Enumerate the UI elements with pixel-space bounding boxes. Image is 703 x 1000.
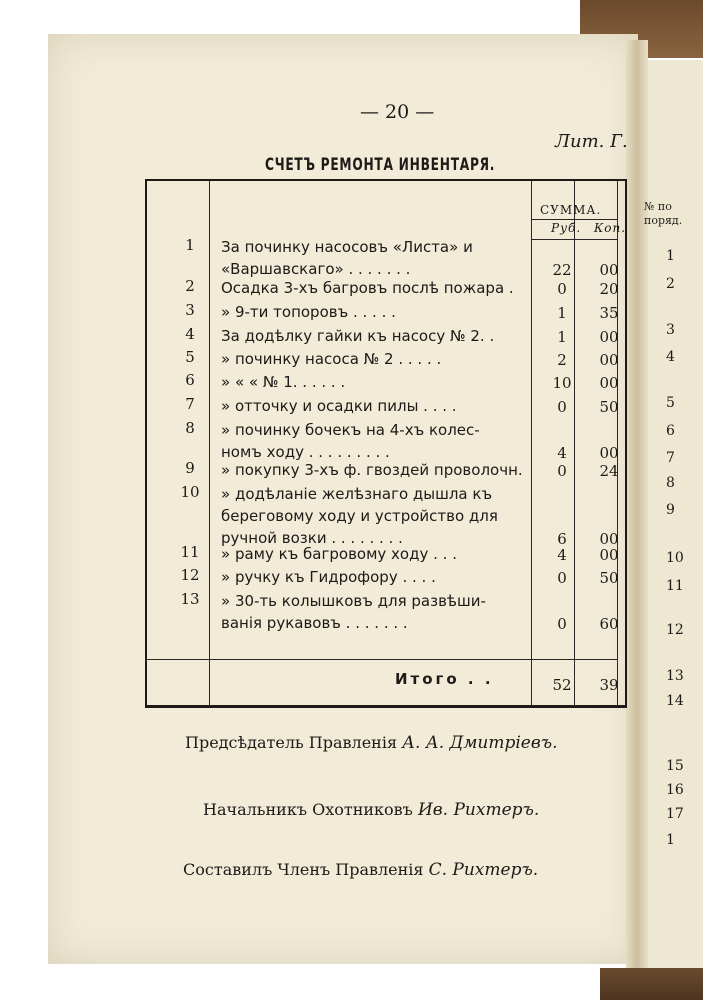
right-page-row-number: 1 [666, 832, 675, 848]
row-rub: 6 [557, 530, 567, 548]
row-description: » « « № 1. . . . . . [221, 373, 346, 391]
row-description: За додѣлку гайки къ насосу № 2. . [221, 327, 495, 345]
right-page-row-number: 14 [666, 693, 684, 709]
row-number: 1 [185, 236, 195, 254]
right-page-row-number: 15 [666, 758, 684, 774]
row-kop: 50 [599, 398, 619, 416]
row-description: ручной возки . . . . . . . . [221, 529, 403, 547]
signature-role: Начальникъ Охотниковъ [203, 800, 413, 819]
right-page-row-number: 10 [666, 550, 684, 566]
row-rub: 0 [557, 615, 567, 633]
row-rub: 1 [557, 304, 567, 322]
right-page-row-number: 7 [666, 450, 675, 466]
row-number: 12 [180, 566, 200, 584]
row-kop: 00 [599, 444, 619, 462]
row-kop: 20 [599, 280, 619, 298]
signature-name: А. А. Дмитріевъ. [402, 733, 558, 753]
num-column-divider [209, 181, 210, 705]
row-description: » ручку къ Гидрофору . . . . [221, 568, 436, 586]
signature-chairman [185, 733, 558, 753]
row-rub: 22 [552, 261, 572, 279]
row-kop: 24 [599, 462, 619, 480]
right-page-row-number: 12 [666, 622, 684, 638]
row-description: Осадка 3-хъ багровъ послѣ пожара . [221, 279, 514, 297]
row-rub: 4 [557, 546, 567, 564]
signature-compiler [183, 860, 538, 880]
right-page-row-number: 2 [666, 276, 675, 292]
book-gutter [626, 40, 648, 970]
row-description: » 9-ти топоровъ . . . . . [221, 303, 396, 321]
background-wood-bottom [600, 968, 703, 1000]
row-number: 13 [180, 590, 200, 608]
sum-header: СУММА. [540, 203, 602, 217]
row-kop: 00 [599, 261, 619, 279]
signature-chief [203, 800, 539, 820]
row-description: номъ ходу . . . . . . . . . [221, 443, 390, 461]
rub-header: Руб. [551, 221, 582, 235]
row-description: » додѣланіе желѣзнаго дышла къ [221, 485, 493, 503]
row-rub: 0 [557, 398, 567, 416]
row-kop: 00 [599, 328, 619, 346]
row-kop: 00 [599, 374, 619, 392]
row-description: » раму къ багровому ходу . . . [221, 545, 457, 563]
right-page-row-number: 3 [666, 322, 675, 338]
row-number: 11 [180, 543, 200, 561]
row-description: «Варшавскаго» . . . . . . . [221, 260, 411, 278]
row-description: За починку насосовъ «Листа» и [221, 238, 473, 256]
row-rub: 1 [557, 328, 567, 346]
row-number: 8 [185, 419, 195, 437]
row-description: береговому ходу и устройство для [221, 507, 498, 525]
row-rub: 0 [557, 280, 567, 298]
row-kop: 00 [599, 546, 619, 564]
right-page-row-number: 16 [666, 782, 684, 798]
row-rub: 10 [552, 374, 572, 392]
total-label: Итого . . [395, 670, 494, 688]
row-description: » починку бочекъ на 4-хъ колес- [221, 421, 480, 439]
signature-name: С. Рихтеръ. [428, 860, 539, 880]
right-page-row-number: 11 [666, 578, 684, 594]
row-kop: 50 [599, 569, 619, 587]
right-page-header: № по поряд. [644, 200, 683, 227]
signature-name: Ив. Рихтеръ. [417, 800, 540, 820]
signature-role: Предсѣдатель Правленія [185, 733, 398, 752]
row-description: ванія рукавовъ . . . . . . . [221, 614, 408, 632]
subheader-rule [531, 239, 617, 240]
row-kop: 35 [599, 304, 619, 322]
signature-role: Составилъ Членъ Правленія [183, 860, 424, 879]
page-title: СЧЕТЪ РЕМОНТА ИНВЕНТАРЯ. [265, 155, 496, 175]
row-kop: 00 [599, 530, 619, 548]
row-rub: 0 [557, 462, 567, 480]
row-description: » отточку и осадки пилы . . . . [221, 397, 457, 415]
right-page-row-number: 1 [666, 248, 675, 264]
row-number: 2 [185, 277, 195, 295]
row-description: » починку насоса № 2 . . . . . [221, 350, 442, 368]
row-number: 7 [185, 395, 195, 413]
right-page-row-number: 8 [666, 475, 675, 491]
total-rule [147, 659, 617, 660]
sum-header-rule [531, 219, 617, 220]
row-number: 3 [185, 301, 195, 319]
row-number: 4 [185, 325, 195, 343]
right-page-row-number: 6 [666, 423, 675, 439]
kop-header: Коп. [594, 221, 627, 235]
total-rub: 52 [552, 676, 572, 694]
row-kop: 60 [599, 615, 619, 633]
row-rub: 0 [557, 569, 567, 587]
row-rub: 2 [557, 351, 567, 369]
right-page-row-number: 9 [666, 502, 675, 518]
right-page-row-number: 5 [666, 395, 675, 411]
total-kop: 39 [599, 676, 619, 694]
page-number: — 20 — [360, 101, 435, 123]
row-number: 9 [185, 459, 195, 477]
row-kop: 00 [599, 351, 619, 369]
row-rub: 4 [557, 444, 567, 462]
row-number: 10 [180, 483, 200, 501]
lit-label: Лит. Г. [555, 131, 628, 152]
right-page-row-number: 13 [666, 668, 684, 684]
row-number: 5 [185, 348, 195, 366]
row-number: 6 [185, 371, 195, 389]
row-description: » 30-ть колышковъ для развѣши- [221, 592, 486, 610]
row-description: » покупку 3-хъ ф. гвоздей проволочн. [221, 461, 523, 479]
right-page-row-number: 4 [666, 349, 675, 365]
right-page-row-number: 17 [666, 806, 684, 822]
